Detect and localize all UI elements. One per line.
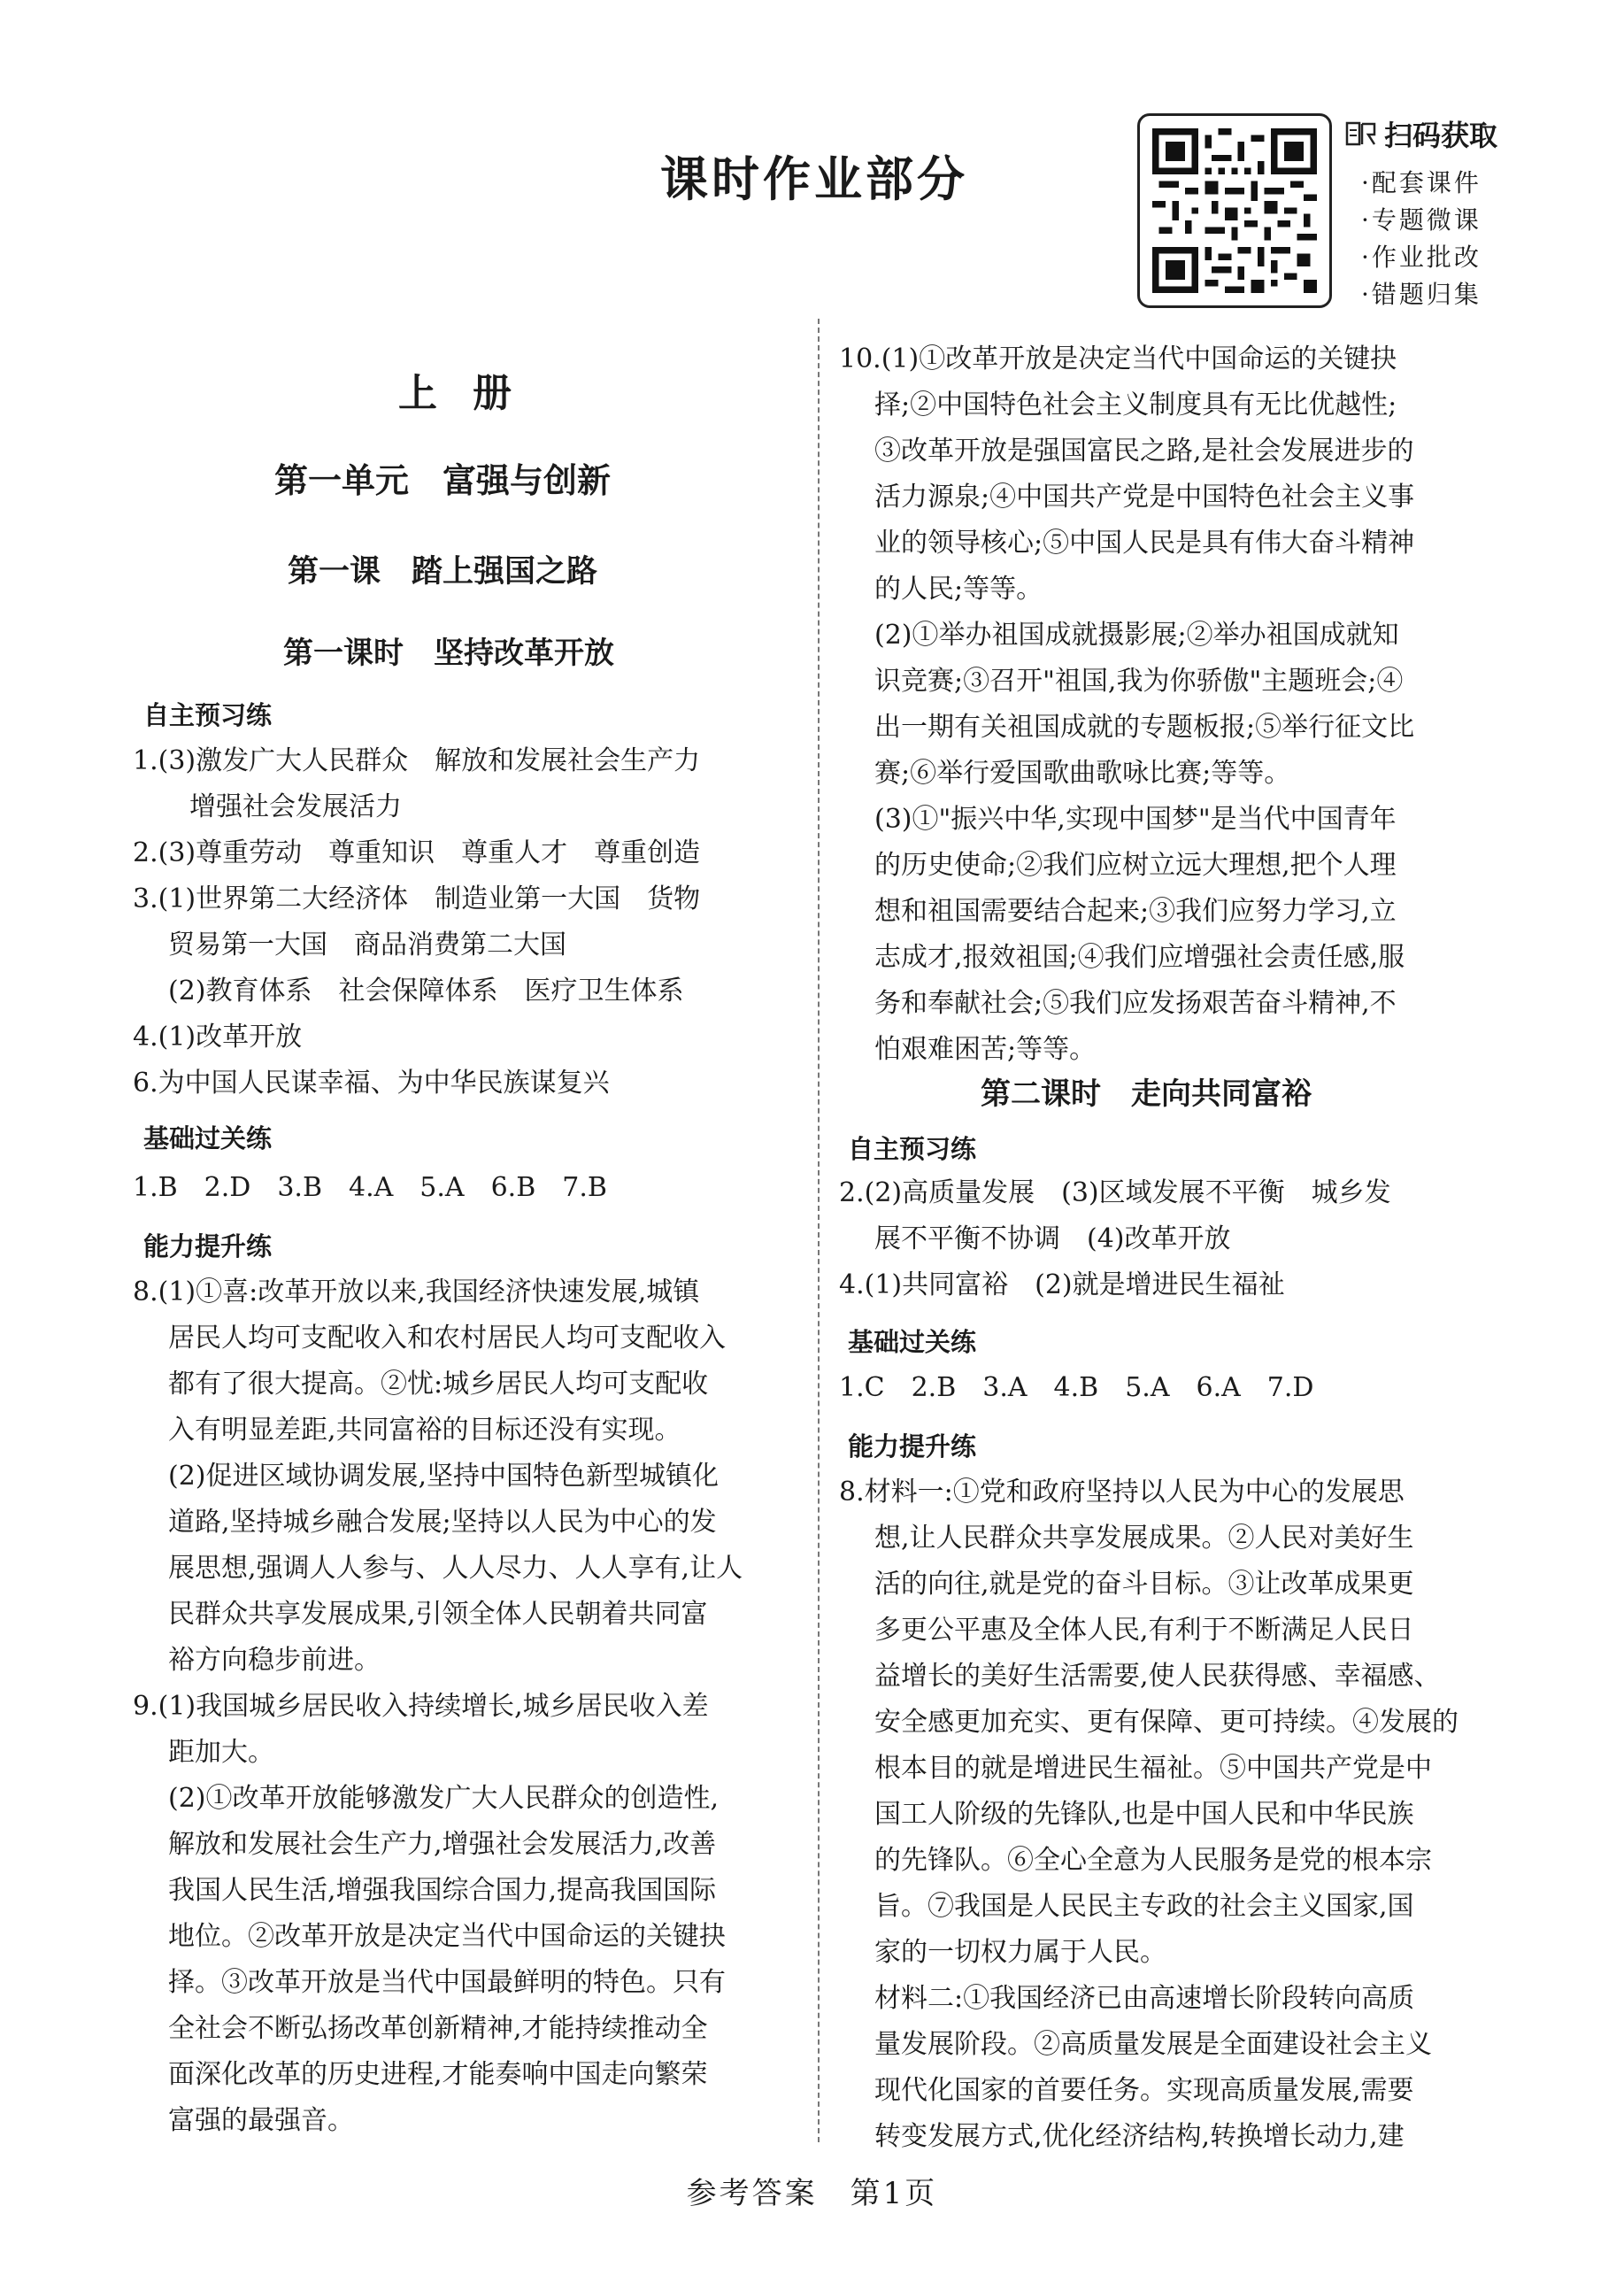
section-preview: 自主预习练 [143, 700, 273, 730]
answer-line: 1.B 2.D 3.B 4.A 5.A 6.B 7.B [133, 1172, 607, 1203]
answer-line: 8.材料一:①党和政府坚持以人民为中心的发展思 [839, 1477, 1405, 1508]
answer-line: 赛;⑥举行爱国歌曲歌咏比赛;等等。 [874, 758, 1291, 789]
lesson-heading: 第一课 踏上强国之路 [288, 554, 598, 590]
answer-line: 地位。②改革开放是决定当代中国命运的关键抉 [168, 1921, 726, 1952]
qr-item-mistake-collection: ·错题归集 [1361, 280, 1482, 309]
answer-line: 4.(1)共同富裕 (2)就是增进民生福祉 [839, 1269, 1285, 1300]
answer-line: 10.(1)①改革开放是决定当代中国命运的关键抉 [839, 343, 1397, 374]
qr-code-icon [1152, 128, 1317, 293]
section-advanced-2: 能力提升练 [848, 1431, 977, 1462]
answer-line: (2)教育体系 社会保障体系 医疗卫生体系 [168, 976, 684, 1007]
answer-line: 2.(2)高质量发展 (3)区域发展不平衡 城乡发 [839, 1177, 1391, 1208]
answer-line: 入有明显差距,共同富裕的目标还没有实现。 [168, 1415, 681, 1446]
answer-line: 3.(1)世界第二大经济体 制造业第一大国 货物 [133, 883, 701, 914]
answer-line: 的历史使命;②我们应树立远大理想,把个人理 [874, 850, 1397, 881]
qr-item-homework-grading: ·作业批改 [1361, 243, 1482, 272]
answer-line: 1.(3)激发广大人民群众 解放和发展社会生产力 [133, 745, 701, 776]
qr-item-micro-lesson: ·专题微课 [1361, 205, 1482, 235]
section-basic-2: 基础过关练 [848, 1327, 977, 1357]
answer-line: 务和奉献社会;⑤我们应发扬艰苦奋斗精神,不 [874, 988, 1397, 1019]
answer-line: 居民人均可支配收入和农村居民人均可支配收入 [168, 1323, 726, 1354]
answer-line: 距加大。 [168, 1737, 274, 1768]
qr-heading-text: 扫码获取 [1384, 119, 1498, 152]
answer-line: 择;②中国特色社会主义制度具有无比优越性; [874, 389, 1397, 420]
answer-line: 的先锋队。⑥全心全意为人民服务是党的根本宗 [874, 1845, 1432, 1876]
answer-line: 业的领导核心;⑤中国人民是具有伟大奋斗精神 [874, 528, 1415, 559]
answer-line: 择。③改革开放是当代中国最鲜明的特色。只有 [168, 1967, 726, 1998]
answer-line: 4.(1)改革开放 [133, 1022, 303, 1053]
answer-line: 民群众共享发展成果,引领全体人民朝着共同富 [168, 1599, 708, 1630]
answer-line: 想和祖国需要结合起来;③我们应努力学习,立 [874, 896, 1397, 927]
answer-line: 根本目的就是增进民生福祉。⑤中国共产党是中 [874, 1753, 1432, 1784]
answer-line: 旨。⑦我国是人民民主专政的社会主义国家,国 [874, 1891, 1414, 1922]
answer-line: 的人民;等等。 [874, 574, 1043, 605]
page-footer: 参考答案 第1页 [686, 2176, 938, 2211]
answer-line: 6.为中国人民谋幸福、为中华民族谋复兴 [133, 1068, 610, 1099]
answer-line: 都有了很大提高。②忧:城乡居民人均可支配收 [168, 1369, 709, 1400]
answer-line: 富强的最强音。 [168, 2105, 354, 2136]
answer-line: 裕方向稳步前进。 [168, 1645, 381, 1676]
answer-line: 多更公平惠及全体人民,有利于不断满足人民日 [874, 1615, 1414, 1646]
qr-item-courseware: ·配套课件 [1361, 168, 1482, 197]
answer-line: 增强社会发展活力 [189, 791, 402, 822]
answer-line: ③改革开放是强国富民之路,是社会发展进步的 [874, 436, 1414, 467]
answer-line: 解放和发展社会生产力,增强社会发展活力,改善 [168, 1829, 717, 1860]
answer-line: 展思想,强调人人参与、人人尽力、人人享有,让人 [168, 1553, 743, 1584]
scan-eye-icon [1345, 120, 1377, 147]
answer-line: 2.(3)尊重劳动 尊重知识 尊重人才 尊重创造 [133, 837, 701, 868]
answer-line: 益增长的美好生活需要,使人民获得感、幸福感、 [874, 1661, 1441, 1692]
answer-line: 8.(1)①喜:改革开放以来,我国经济快速发展,城镇 [133, 1276, 700, 1307]
period-heading: 第一课时 坚持改革开放 [283, 636, 614, 671]
answer-line: 1.C 2.B 3.A 4.B 5.A 6.A 7.D [839, 1372, 1314, 1403]
book-heading: 上册 [398, 371, 547, 416]
answer-line: 面深化改革的历史进程,才能奏响中国走向繁荣 [168, 2059, 708, 2090]
qr-info [1345, 113, 1611, 313]
answer-line: 贸易第一大国 商品消费第二大国 [168, 929, 566, 960]
answer-line: 活的向往,就是党的奋斗目标。③让改革成果更 [874, 1569, 1414, 1600]
answer-line: 展不平衡不协调 (4)改革开放 [874, 1223, 1231, 1254]
section-advanced: 能力提升练 [143, 1231, 273, 1261]
answer-line: 家的一切权力属于人民。 [874, 1937, 1166, 1968]
answer-line: (2)促进区域协调发展,坚持中国特色新型城镇化 [168, 1461, 720, 1492]
qr-code [1137, 113, 1332, 308]
answer-line: 安全感更加充实、更有保障、更可持续。④发展的 [874, 1707, 1459, 1738]
qr-heading [1345, 113, 1611, 154]
section-basic: 基础过关练 [143, 1123, 273, 1153]
answer-line: 材料二:①我国经济已由高速增长阶段转向高质 [874, 1983, 1415, 2014]
answer-line: (2)①改革开放能够激发广大人民群众的创造性, [168, 1783, 720, 1814]
answer-line: 想,让人民群众共享发展成果。②人民对美好生 [874, 1523, 1414, 1554]
answer-line: 国工人阶级的先锋队,也是中国人民和中华民族 [874, 1799, 1414, 1830]
answer-line: 现代化国家的首要任务。实现高质量发展,需要 [874, 2075, 1414, 2106]
answer-line: 转变发展方式,优化经济结构,转换增长动力,建 [874, 2121, 1405, 2152]
answer-line: (3)①"振兴中华,实现中国梦"是当代中国青年 [874, 804, 1397, 835]
column-divider [818, 319, 820, 2142]
answer-line: 我国人民生活,增强我国综合国力,提高我国国际 [168, 1875, 717, 1906]
answer-line: 志成才,报效祖国;④我们应增强社会责任感,服 [874, 942, 1405, 973]
period-heading-2: 第二课时 走向共同富裕 [981, 1076, 1312, 1112]
section-preview-2: 自主预习练 [848, 1134, 977, 1164]
answer-line: 道路,坚持城乡融合发展;坚持以人民为中心的发 [168, 1507, 717, 1538]
answer-line: 出一期有关祖国成就的专题板报;⑤举行征文比 [874, 712, 1415, 743]
answer-line: 识竞赛;③召开"祖国,我为你骄傲"主题班会;④ [874, 666, 1404, 697]
answer-line: 量发展阶段。②高质量发展是全面建设社会主义 [874, 2029, 1432, 2060]
answer-line: (2)①举办祖国成就摄影展;②举办祖国成就知 [874, 620, 1399, 651]
answer-line: 活力源泉;④中国共产党是中国特色社会主义事 [874, 482, 1415, 513]
answer-line: 9.(1)我国城乡居民收入持续增长,城乡居民收入差 [133, 1691, 709, 1722]
page-title: 课时作业部分 [660, 151, 968, 207]
unit-heading: 第一单元 富强与创新 [274, 461, 612, 500]
answer-line: 全社会不断弘扬改革创新精神,才能持续推动全 [168, 2013, 708, 2044]
answer-line: 怕艰难困苦;等等。 [874, 1034, 1097, 1065]
